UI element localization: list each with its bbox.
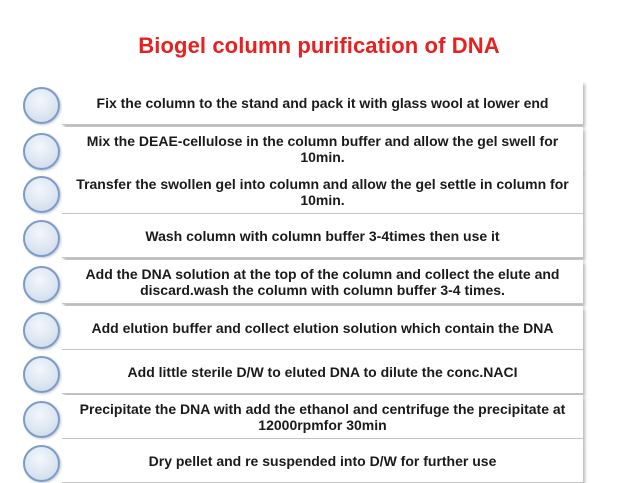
step-text: Dry pellet and re suspended into D/W for further use — [148, 452, 497, 469]
step-box — [62, 170, 583, 214]
step-text: Wash column with column buffer 3-4times then use it — [145, 227, 500, 244]
step-text: Fix the column to the stand and pack it with glass wool at lower end — [96, 94, 549, 111]
step-bullet-circle-icon — [23, 401, 60, 438]
step-bullet-circle-icon — [23, 176, 60, 213]
step-text: Add elution buffer and collect elution solution which contain the DNA — [91, 319, 554, 336]
step-box — [62, 214, 583, 258]
step-6 — [0, 306, 638, 350]
step-box — [62, 395, 583, 439]
step-text: Add the DNA solution at the top of the column and collect the elute and discard.wash the column with column buffer 3-4 times. — [85, 265, 560, 298]
step-box — [62, 350, 583, 394]
step-text: Precipitate the DNA with add the ethanol and centrifuge the precipitate at 12000rpmfor 30min — [79, 400, 566, 433]
step-3 — [0, 170, 638, 214]
step-box — [62, 127, 583, 171]
step-bullet-circle-icon — [23, 356, 60, 393]
step-bullet-circle-icon — [23, 87, 60, 124]
step-9 — [0, 439, 638, 483]
step-text: Mix the DEAE-cellulose in the column buffer and allow the gel swell for 10min. — [86, 132, 559, 165]
step-7 — [0, 350, 638, 394]
step-box — [62, 81, 583, 125]
step-box — [62, 439, 583, 483]
step-bullet-circle-icon — [23, 220, 60, 257]
step-bullet-circle-icon — [23, 312, 60, 349]
step-bullet-circle-icon — [23, 133, 60, 170]
step-text: Add little sterile D/W to eluted DNA to dilute the conc.NACI — [127, 363, 518, 380]
step-1 — [0, 81, 638, 125]
step-box — [62, 260, 583, 304]
slide-title: Biogel column purification of DNA — [138, 33, 500, 58]
step-2 — [0, 127, 638, 171]
step-text: Transfer the swollen gel into column and allow the gel settle in column for 10min. — [76, 175, 569, 208]
step-8 — [0, 395, 638, 439]
step-5 — [0, 260, 638, 304]
step-bullet-circle-icon — [23, 445, 60, 482]
step-4 — [0, 214, 638, 258]
step-bullet-circle-icon — [23, 266, 60, 303]
step-box — [62, 306, 583, 350]
